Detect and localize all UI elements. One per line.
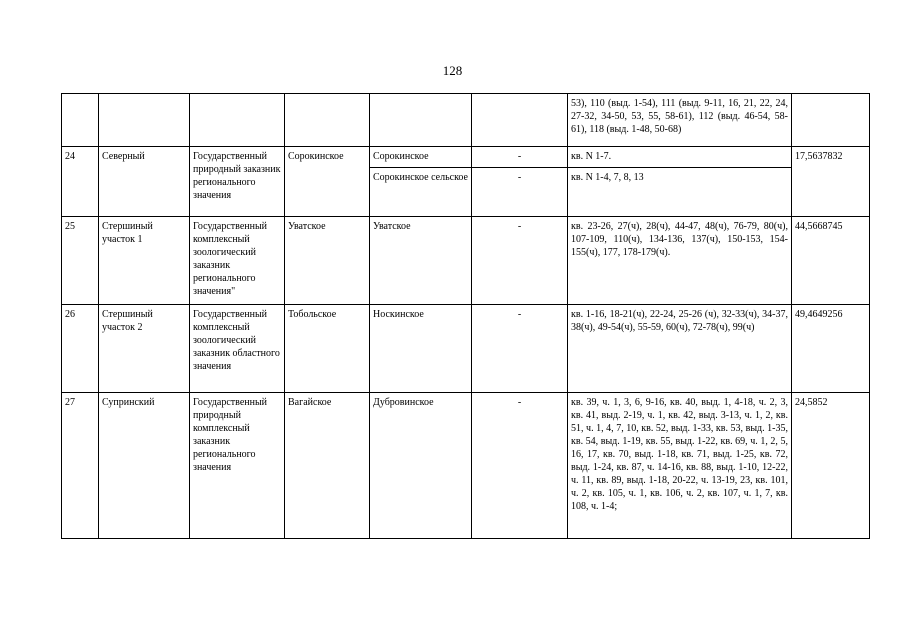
cell-num: 27 — [62, 393, 99, 539]
table-row — [62, 147, 870, 168]
cell-area: 44,5668745 — [792, 217, 870, 305]
cell-name: Стершиный участок 1 — [99, 217, 190, 305]
cell-type: Государственный комплексный зоологический заказник регионального значения" — [190, 217, 285, 305]
cell-area: 24,5852 — [792, 393, 870, 539]
protected-areas-table — [61, 93, 870, 539]
cell-quarters: 53), 110 (выд. 1-54), 111 (выд. 9-11, 16, 21, 22, 24, 27-32, 34-50, 53, 55, 58-61), 112 (выд. 46-54, 58-61), 118 (выд. 1-48, 50-68) — [568, 94, 792, 147]
cell-area: 49,4649256 — [792, 305, 870, 393]
table-row — [62, 305, 870, 393]
cell-district: Тобольское — [285, 305, 370, 393]
cell-type: Государственный природный комплексный заказник регионального значения — [190, 393, 285, 539]
cell-name: Стершиный участок 2 — [99, 305, 190, 393]
cell-num: 26 — [62, 305, 99, 393]
cell-name: Северный — [99, 147, 190, 217]
cell-district-forestry: - — [472, 393, 568, 539]
cell-forestry: Сорокинское — [370, 147, 472, 168]
cell-forestry: Уватское — [370, 217, 472, 305]
cell-quarters: кв. N 1-7. — [568, 147, 792, 168]
cell-district-forestry-empty — [472, 94, 568, 147]
cell-type: Государственный комплексный зоологический заказник областного значения — [190, 305, 285, 393]
cell-num: 25 — [62, 217, 99, 305]
cell-type: Государственный природный заказник регионального значения — [190, 147, 285, 217]
table-row-continuation — [62, 94, 870, 147]
cell-name: Супринский — [99, 393, 190, 539]
cell-district: Уватское — [285, 217, 370, 305]
cell-forestry: Носкинское — [370, 305, 472, 393]
cell-district-empty — [285, 94, 370, 147]
cell-name-empty — [99, 94, 190, 147]
cell-district: Вагайское — [285, 393, 370, 539]
cell-district-forestry: - — [472, 168, 568, 217]
cell-forestry-empty — [370, 94, 472, 147]
cell-type-empty — [190, 94, 285, 147]
cell-area: 17,5637832 — [792, 147, 870, 217]
cell-forestry: Дубровинское — [370, 393, 472, 539]
cell-quarters: кв. 23-26, 27(ч), 28(ч), 44-47, 48(ч), 76-79, 80(ч), 107-109, 110(ч), 134-136, 137(ч), 150-153, 154-155(ч), 177, 178-179(ч). — [568, 217, 792, 305]
cell-district: Сорокинское — [285, 147, 370, 217]
cell-quarters: кв. 39, ч. 1, 3, 6, 9-16, кв. 40, выд. 1, 4-18, ч. 2, 3, кв. 41, выд. 2-19, ч. 1, кв. 42, выд. 3-13, ч. 1, 2, кв. 51, ч. 1, 4, 7, 10, кв. 52, выд. 1-33, кв. 53, выд. 1-35, кв. 54, выд. 1-19, кв. 55, выд. 1-22, кв. 69, ч. 1, 2, 5, 16, 17, кв. 70, выд. 1-18, кв. 71, выд. 1-25, кв. 72, выд. 1-24, кв. 87, ч. 14-16, кв. 88, выд. 1-10, 12-22, ч. 11, кв. 89, выд. 1-18, 20-22, ч. 13-19, 23, кв. 101, ч. 2, кв. 105, ч. 1, кв. 106, ч. 2, кв. 107, ч. 1, 7, кв. 108, ч. 1-4; — [568, 393, 792, 539]
cell-quarters: кв. N 1-4, 7, 8, 13 — [568, 168, 792, 217]
cell-district-forestry: - — [472, 217, 568, 305]
table-row — [62, 393, 870, 539]
cell-district-forestry: - — [472, 305, 568, 393]
table-row — [62, 217, 870, 305]
cell-forestry: Сорокинское сельское — [370, 168, 472, 217]
page-number: 128 — [442, 63, 463, 78]
cell-num: 24 — [62, 147, 99, 217]
cell-num-empty — [62, 94, 99, 147]
cell-district-forestry: - — [472, 147, 568, 168]
cell-quarters: кв. 1-16, 18-21(ч), 22-24, 25-26 (ч), 32-33(ч), 34-37, 38(ч), 49-54(ч), 55-59, 60(ч), 72-78(ч), 99(ч) — [568, 305, 792, 393]
cell-area-empty — [792, 94, 870, 147]
